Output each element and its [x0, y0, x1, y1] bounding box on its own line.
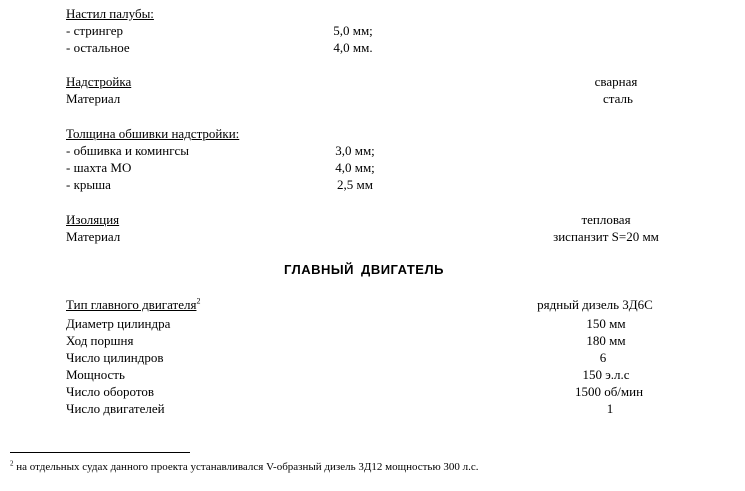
row-label: Ход поршня — [66, 333, 134, 348]
deck-title-row — [0, 5, 745, 22]
plating-row-sheathing — [0, 142, 745, 159]
row-label: Диаметр цилиндра — [66, 316, 171, 331]
row-label: Материал — [66, 91, 121, 106]
row-label: - остальное — [66, 40, 130, 55]
row-label: Число цилиндров — [66, 350, 164, 365]
engine-row-cylinders — [0, 349, 745, 366]
row-value: сталь — [603, 91, 633, 106]
row-value: 2,5 мм — [337, 177, 373, 192]
row-value: 5,0 мм; — [333, 23, 373, 38]
footnote — [10, 461, 479, 473]
superstructure-type-value: сварная — [594, 74, 638, 89]
engine-row-power — [0, 366, 745, 383]
insulation-type-value: тепловая — [581, 212, 631, 227]
row-label: - крыша — [66, 177, 111, 192]
plating-title-row — [0, 125, 745, 142]
row-label: Число двигателей — [66, 401, 165, 416]
row-value: 150 э.л.с — [582, 367, 630, 382]
plating-row-roof — [0, 176, 745, 193]
row-label: Число оборотов — [66, 384, 155, 399]
engine-type-label: Тип главного двигателя — [66, 297, 197, 312]
footnote-divider — [10, 452, 190, 453]
row-label: - шахта МО — [66, 160, 132, 175]
superstructure-title: Надстройка — [66, 74, 132, 89]
row-value: 6 — [599, 350, 607, 365]
engine-row-diameter — [0, 315, 745, 332]
row-label: Мощность — [66, 367, 125, 382]
row-value: 1 — [606, 401, 614, 416]
footnote-ref: 2 — [196, 296, 201, 306]
deck-title: Настил палубы: — [66, 6, 154, 21]
row-label: - обшивка и комингсы — [66, 143, 190, 158]
row-value: 3,0 мм; — [335, 143, 375, 158]
engine-type-value: рядный дизель 3Д6С — [537, 297, 653, 312]
deck-row-stringer — [0, 22, 745, 39]
engine-row-count — [0, 400, 745, 417]
row-label: - стрингер — [66, 23, 124, 38]
deck-row-other — [0, 39, 745, 56]
insulation-title-row — [0, 211, 745, 228]
row-value: 1500 об/мин — [574, 384, 644, 399]
footnote-text: на отдельных судах данного проекта устанавливался V-образный дизель 3Д12 мощностью 300 л.с. — [13, 461, 479, 473]
plating-title: Толщина обшивки надстройки: — [66, 126, 240, 141]
row-value: 150 мм — [586, 316, 626, 331]
section-heading: ГЛАВНЫЙ ДВИГАТЕЛЬ — [284, 262, 444, 277]
engine-row-stroke — [0, 332, 745, 349]
superstructure-material-row — [0, 90, 745, 107]
footnote-marker: 2 — [10, 459, 14, 468]
insulation-material-row — [0, 228, 745, 245]
row-label: Материал — [66, 229, 121, 244]
engine-type-row — [0, 296, 745, 313]
engine-row-rpm — [0, 383, 745, 400]
engine-type-label-wrap — [66, 296, 200, 313]
row-value: зиспанзит S=20 мм — [553, 229, 659, 244]
insulation-title: Изоляция — [66, 212, 120, 227]
row-value: 4,0 мм; — [335, 160, 375, 175]
plating-row-shaft — [0, 159, 745, 176]
row-value: 4,0 мм. — [333, 40, 373, 55]
superstructure-title-row — [0, 73, 745, 90]
row-value: 180 мм — [586, 333, 626, 348]
